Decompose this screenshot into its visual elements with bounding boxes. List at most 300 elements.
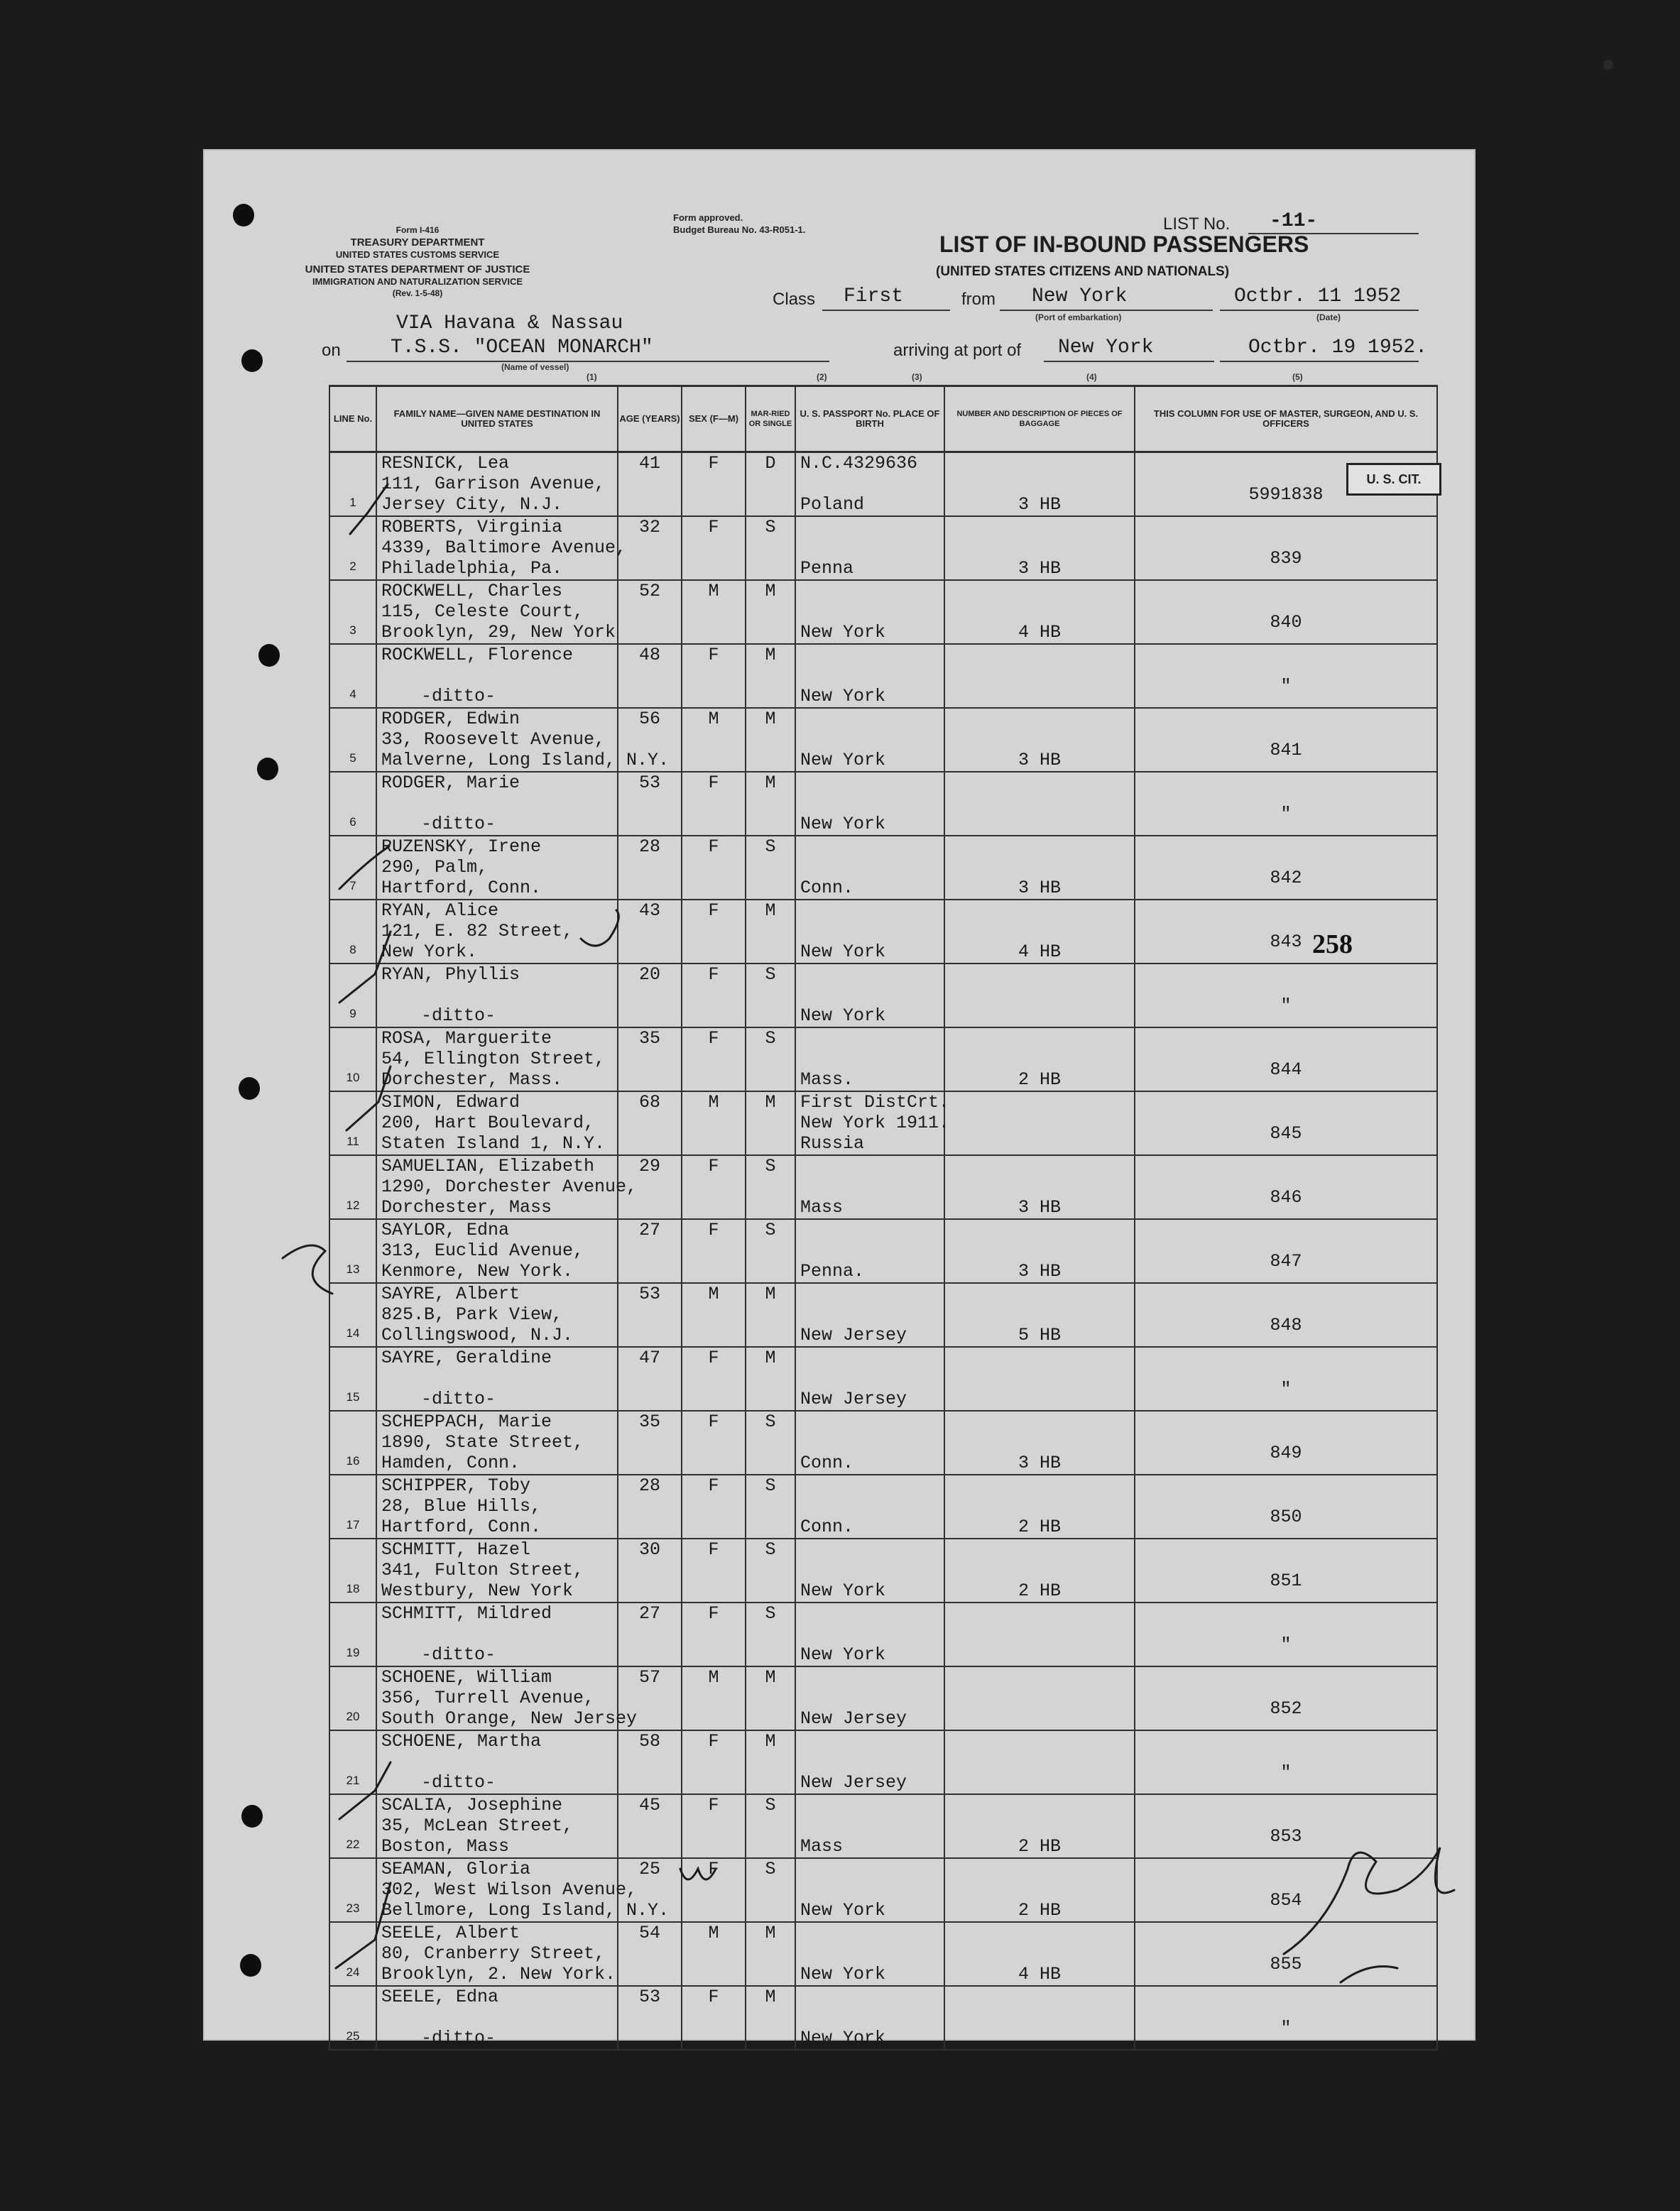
table-cell [376,580,618,644]
check-mark [283,1245,332,1294]
form-number: Form I-416 [396,225,440,235]
sex: F [708,1028,719,1049]
table-cell [944,1858,1135,1922]
table-cell [329,708,376,772]
sex: F [708,645,719,665]
table-cell [682,1986,746,2050]
table-row [329,1794,1437,1858]
table-cell [682,644,746,708]
line-number: 11 [347,1135,359,1148]
sex: F [708,773,719,793]
table-cell [376,1283,618,1347]
officer-number: 848 [1270,1315,1302,1336]
passenger-name: ROCKWELL, Charles [381,581,563,601]
header-baggage: NUMBER AND DESCRIPTION OF PIECES OF BAGGAGE [944,386,1135,452]
table-cell [944,1091,1135,1155]
passenger-name: RYAN, Alice [381,900,499,921]
form-approved: Form approved. [673,212,743,223]
officer-number: 843 [1270,932,1302,952]
table-cell [795,963,944,1027]
table-cell [795,1091,950,1155]
from-underline [1000,310,1213,311]
arriving-date: Octbr. 19 1952. [1248,337,1428,359]
address-line-2: -ditto- [421,1389,496,1409]
sex: F [708,964,719,985]
table-cell [618,1603,682,1666]
table-cell [746,963,795,1027]
table-cell [795,1027,944,1091]
table-cell [746,1155,795,1219]
sex: F [708,1412,719,1432]
passenger-name: RUZENSKY, Irene [381,836,542,857]
header-age: AGE (YEARS) [618,386,682,452]
table-cell [376,900,618,963]
table-row [329,963,1437,1027]
address-line-2: Boston, Mass [381,1836,510,1857]
table-cell [944,1539,1135,1603]
table-cell [1135,580,1437,644]
table-cell [682,1283,746,1347]
table-cell [746,452,795,517]
passenger-name: RESNICK, Lea [381,453,510,474]
address-line-2: Collingswood, N.J. [381,1325,574,1345]
table-cell [944,963,1135,1027]
sex: F [708,1795,719,1816]
place-of-birth: Penna. [800,1261,865,1282]
service: UNITED STATES CUSTOMS SERVICE [335,249,500,260]
on-label: on [322,341,341,360]
form-subtitle: (UNITED STATES CITIZENS AND NATIONALS) [936,264,1230,279]
table-cell [795,1922,944,1986]
address-line-2: -ditto- [421,1772,496,1793]
table-cell [746,1986,795,2050]
table-cell [682,1666,746,1730]
address-line-2: Dorchester, Mass [381,1197,552,1218]
table-cell [376,772,618,836]
table-cell [1135,1411,1437,1475]
address-line-2: Westbury, New York [381,1581,574,1601]
address-line-2: South Orange, New Jersey [381,1708,638,1729]
place-of-birth: Mass [800,1197,844,1218]
table-cell [329,644,376,708]
col-index-2: (2) [817,372,827,382]
table-cell [746,1794,795,1858]
officer-number: 850 [1270,1507,1302,1527]
passenger-name: SAYRE, Geraldine [381,1348,552,1368]
age: 43 [638,900,660,921]
address-line-2: Philadelphia, Pa. [381,558,563,579]
table-cell [1135,516,1437,580]
age: 35 [638,1028,660,1049]
table-cell [746,1283,795,1347]
col-index-1: (1) [587,372,597,382]
address-line-2: New York. [381,941,478,962]
table-cell [329,1283,376,1347]
officer-number: 841 [1270,740,1302,760]
table-cell [329,836,376,900]
age: 25 [638,1859,660,1879]
table-cell [329,1155,376,1219]
table-cell [746,836,795,900]
age: 58 [638,1731,660,1752]
table-cell [618,772,682,836]
table-cell [746,708,795,772]
table-cell [618,1347,682,1411]
form-title: LIST OF IN-BOUND PASSENGERS [939,231,1309,257]
address-line-1: 4339, Baltimore Avenue, [381,537,627,558]
table-cell [944,1283,1135,1347]
table-cell [329,1858,376,1922]
address-line-2: -ditto- [421,814,496,834]
table-cell [329,1794,376,1858]
address-line-1: 302, West Wilson Avenue, [381,1879,638,1900]
table-row [329,836,1437,900]
passport-number: First DistCrt. [800,1092,950,1113]
address-line-2: -ditto- [421,1644,496,1665]
table-cell [618,1539,682,1603]
place-of-birth: Conn. [800,1453,854,1473]
officer-number: " [1280,2018,1292,2038]
table-row [329,1922,1437,1986]
officer-number: 839 [1270,548,1302,569]
table-cell [329,1603,376,1666]
table-cell [944,1794,1135,1858]
arriving-port: New York [1058,337,1154,359]
place-of-birth: New Jersey [800,1772,907,1793]
table-cell [746,1411,795,1475]
table-cell [329,1091,376,1155]
table-cell [682,580,746,644]
table-cell [618,1411,682,1475]
table-row [329,1347,1437,1411]
table-row [329,1155,1437,1219]
table-cell [944,580,1135,644]
officer-number: 845 [1270,1123,1302,1144]
col-index-5: (5) [1292,372,1303,382]
table-row [329,644,1437,708]
table-cell [795,1794,944,1858]
officer-number: 846 [1270,1187,1302,1208]
table-cell [682,1155,746,1219]
sex: F [708,453,719,474]
table-cell [329,1539,376,1603]
line-number: 1 [349,496,356,509]
table-cell [682,1411,746,1475]
address-line-1: 290, Palm, [381,857,489,878]
marital-status: S [765,1475,776,1496]
baggage: 5 HB [1018,1325,1061,1345]
marital-status: S [765,1539,776,1560]
line-number: 3 [349,623,356,637]
marital-status: M [765,1348,776,1368]
table-cell [376,1730,618,1794]
age: 27 [638,1220,660,1240]
sex: F [708,1603,719,1624]
table-cell [746,1219,795,1283]
table-cell [795,1475,944,1539]
marital-status: S [765,1220,776,1240]
table-cell [944,1347,1135,1411]
address-line-1: 35, McLean Street, [381,1816,574,1836]
punch-hole [258,644,280,667]
address-line-1: 115, Celeste Court, [381,601,584,622]
place-of-birth: Mass. [800,1069,854,1090]
place-of-birth: New York [800,622,886,643]
punch-hole [240,1954,261,1977]
address-line-1: 313, Euclid Avenue, [381,1240,584,1261]
table-row [329,516,1437,580]
table-cell [795,644,944,708]
age: 56 [638,709,660,729]
passenger-name: SEELE, Edna [381,1987,499,2007]
age: 28 [638,836,660,857]
table-cell [1135,1091,1437,1155]
line-number: 2 [349,559,356,573]
table-row [329,1219,1437,1283]
table-cell [746,1858,795,1922]
table-row [329,772,1437,836]
sex: F [708,1475,719,1496]
age: 47 [638,1348,660,1368]
passenger-name: SCHMITT, Hazel [381,1539,531,1560]
department-2: UNITED STATES DEPARTMENT OF JUSTICE [305,263,530,275]
table-cell [618,644,682,708]
table-cell [746,900,795,963]
table-cell [795,516,944,580]
table-cell [329,772,376,836]
table-cell [1135,1347,1437,1411]
table-cell [1135,708,1437,772]
line-number: 14 [346,1326,360,1340]
passport-number: N.C.4329636 [800,453,918,474]
marital-status: S [765,836,776,857]
officer-number: 852 [1270,1698,1302,1719]
passenger-name: SCHEPPACH, Marie [381,1412,552,1432]
table-cell [376,452,618,517]
address-line-2: Brooklyn, 2. New York. [381,1964,616,1985]
table-cell [746,1347,795,1411]
table-cell [746,1730,795,1794]
table-cell [1135,644,1437,708]
passenger-name: SEAMAN, Gloria [381,1859,531,1879]
address-line-2: Bellmore, Long Island, N.Y. [381,1900,670,1921]
marital-status: M [765,1987,776,2007]
revision: (Rev. 1-5-48) [392,288,443,298]
table-cell [1135,836,1437,900]
table-cell [682,900,746,963]
table-cell [1135,1283,1437,1347]
line-number: 20 [346,1710,360,1723]
baggage: 4 HB [1018,622,1061,643]
place-of-birth: Mass [800,1836,844,1857]
table-cell [618,1027,682,1091]
header-married: MAR-RIED OR SINGLE [746,386,795,452]
age: 27 [638,1603,660,1624]
arriving-date-underline [1220,361,1419,362]
address-line-1: 200, Hart Boulevard, [381,1113,595,1133]
marital-status: M [765,900,776,921]
vessel-name: T.S.S. "OCEAN MONARCH" [391,337,653,359]
table-cell [376,1986,618,2050]
baggage: 3 HB [1018,878,1061,898]
table-cell [618,708,682,772]
marital-status: S [765,1156,776,1177]
table-cell [376,644,618,708]
table-cell [329,516,376,580]
table-cell [795,1219,944,1283]
col-index-3: (3) [912,372,922,382]
officer-number: 844 [1270,1059,1302,1080]
table-cell [376,1411,618,1475]
baggage: 3 HB [1018,558,1061,579]
from-value: New York [1032,285,1128,307]
address-line-1: 28, Blue Hills, [381,1496,542,1517]
table-cell [376,963,618,1027]
baggage: 3 HB [1018,750,1061,770]
line-number: 10 [346,1071,360,1084]
passenger-name: RODGER, Edwin [381,709,520,729]
table-cell [618,1283,682,1347]
table-cell [1135,900,1437,963]
address-line-1: 356, Turrell Avenue, [381,1688,595,1708]
table-cell [682,1091,746,1155]
table-cell [329,1411,376,1475]
table-cell [944,516,1135,580]
marital-status: M [765,773,776,793]
place-of-birth: Conn. [800,878,854,898]
marital-status: S [765,1859,776,1879]
table-cell [682,963,746,1027]
class-value: First [844,285,904,307]
line-number: 4 [349,687,356,701]
table-row [329,1027,1437,1091]
passenger-name: SAYLOR, Edna [381,1220,510,1240]
age: 28 [638,1475,660,1496]
table-cell [618,580,682,644]
age: 53 [638,1987,660,2007]
table-cell [944,900,1135,963]
table-cell [795,1603,944,1666]
table-cell [795,1666,944,1730]
sex: F [708,900,719,921]
sex: M [708,709,719,729]
table-cell [944,1730,1135,1794]
sex: M [708,1923,719,1943]
age: 30 [638,1539,660,1560]
table-cell [795,1347,944,1411]
table-cell [795,772,944,836]
officer-number: 855 [1270,1954,1302,1975]
date-underline [1220,310,1419,311]
age: 53 [638,1284,660,1304]
manifest-page [204,151,1474,2048]
table-cell [944,1411,1135,1475]
table-cell [944,772,1135,836]
table-row [329,900,1437,963]
department: TREASURY DEPARTMENT [350,236,485,249]
table-cell [329,1922,376,1986]
table-cell [682,1794,746,1858]
table-row [329,1539,1437,1603]
table-row [329,1411,1437,1475]
baggage: 3 HB [1018,1261,1061,1282]
address-line-2: -ditto- [421,2028,496,2048]
table-cell [944,452,1135,517]
table-cell [795,1730,944,1794]
list-no-label: LIST No. [1163,214,1231,234]
age: 57 [638,1667,660,1688]
table-cell [682,836,746,900]
address-line-1: 111, Garrison Avenue, [381,474,606,494]
place-of-birth: New York [800,1005,886,1026]
table-cell [1135,1986,1437,2050]
header-name: FAMILY NAME—GIVEN NAME DESTINATION IN UNITED STATES [376,386,618,452]
age: 54 [638,1923,660,1943]
port-caption: (Port of embarkation) [1035,312,1122,322]
baggage: 2 HB [1018,1900,1061,1921]
line-number: 19 [346,1646,360,1659]
officer-number: " [1280,804,1292,824]
line-number: 7 [349,879,356,892]
address-line-2: Malverne, Long Island, N.Y. [381,750,670,770]
sex: F [708,517,719,537]
marital-status: S [765,1412,776,1432]
passenger-name: SCHMITT, Mildred [381,1603,552,1624]
baggage: 2 HB [1018,1581,1061,1601]
table-cell [618,1219,682,1283]
table-cell [1135,1666,1437,1730]
table-cell [795,1411,944,1475]
table-row [329,1283,1437,1347]
table-cell [618,1091,682,1155]
table-cell [376,1794,618,1858]
table-cell [746,1091,795,1155]
sex: F [708,836,719,857]
table-cell [795,1986,944,2050]
form-agency-block [304,224,531,300]
passport-number-2: New York 1911. [800,1113,950,1133]
officer-number: 849 [1270,1443,1302,1463]
table-cell [618,1794,682,1858]
place-of-birth: New York [800,750,886,770]
table-cell [1135,963,1437,1027]
line-number: 6 [349,815,356,829]
officer-number: 851 [1270,1571,1302,1591]
address-line-1: 825.B, Park View, [381,1304,563,1325]
address-line-2: Hartford, Conn. [381,1517,542,1537]
table-cell [1135,1922,1437,1986]
table-cell [944,708,1135,772]
table-cell [618,963,682,1027]
line-number: 13 [346,1262,360,1276]
table-cell [618,836,682,900]
table-cell [795,836,944,900]
table-cell [376,1027,618,1091]
address-line-2: -ditto- [421,1005,496,1026]
place-of-birth: New Jersey [800,1325,907,1345]
address-line-2: Dorchester, Mass. [381,1069,563,1090]
table-cell [682,516,746,580]
from-label: from [961,290,996,309]
table-cell [1135,1027,1437,1091]
table-cell [376,1091,618,1155]
address-line-1: 54, Ellington Street, [381,1049,606,1069]
marital-status: S [765,1603,776,1624]
age: 29 [638,1156,660,1177]
address-line-1: 1890, State Street, [381,1432,584,1453]
place-of-birth: New York [800,1581,886,1601]
passenger-name: ROBERTS, Virginia [381,517,563,537]
